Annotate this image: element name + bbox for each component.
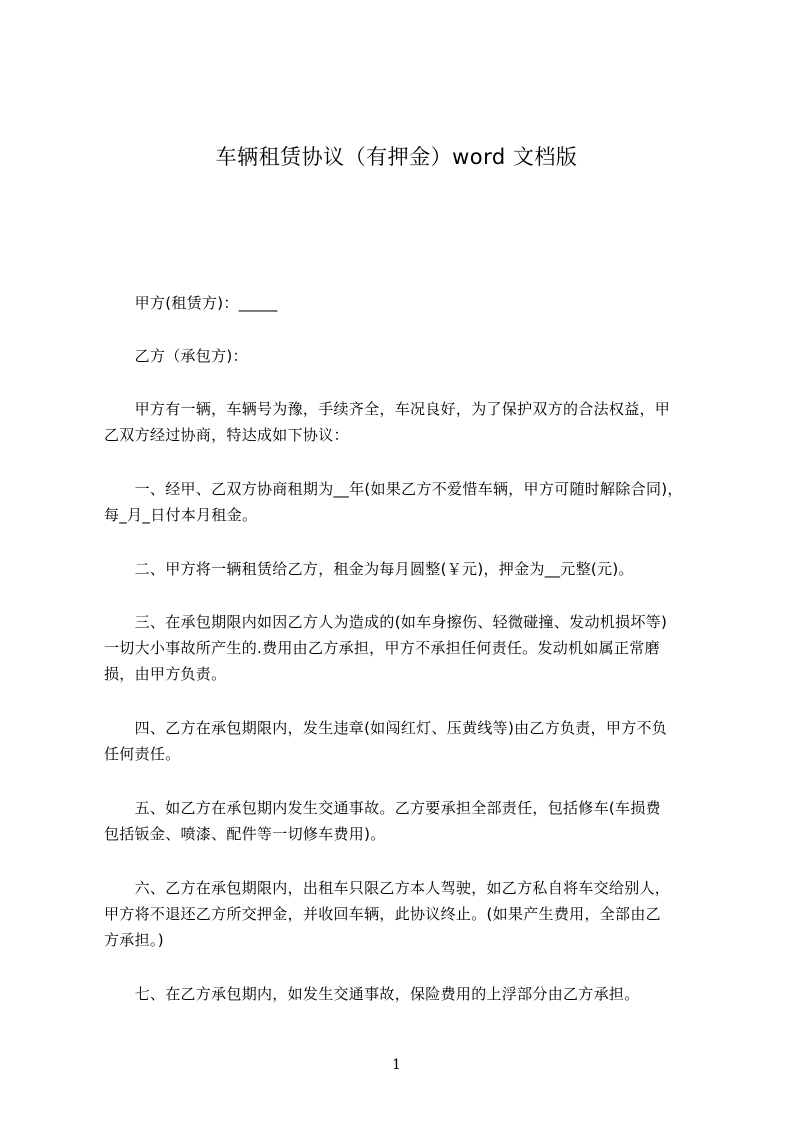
paragraph-line: 七、在乙方承包期内，如发生交通事故，保险费用的上浮部分由乙方承担。 (104, 985, 640, 1003)
paragraph-line: 一切大小事故所产生的.费用由乙方承担，甲方不承担任何责任。发动机如属正常磨 (104, 639, 660, 657)
paragraph-line: 每_月_日付本月租金。 (104, 506, 258, 524)
paragraph-clause-3 (104, 609, 714, 687)
paragraph-clause-4 (104, 715, 714, 767)
paragraph-lessor (104, 290, 714, 316)
paragraph-line: 一、经甲、乙双方协商租期为__年(如果乙方不爱惜车辆，甲方可随时解除合同)， (104, 480, 683, 498)
paragraph-clause-7 (104, 981, 714, 1007)
document-title: 车辆租赁协议（有押金）word 文档版 (215, 145, 578, 169)
paragraph-line: 乙方（承包方)： (104, 347, 248, 365)
paragraph-line: 任何责任。 (104, 745, 181, 763)
paragraph-line: 二、甲方将一辆租赁给乙方，租金为每月圆整(￥元)，押金为__元整(元)。 (104, 560, 634, 578)
paragraph-line: 六、乙方在承包期限内，出租车只限乙方本人驾驶，如乙方私自将车交给别人， (104, 879, 671, 897)
paragraph-clause-5 (104, 795, 714, 847)
paragraph-line: 四、乙方在承包期限内，发生违章(如闯红灯、压黄线等)由乙方负责，甲方不负 (104, 719, 668, 737)
paragraph-line: 方承担。) (104, 931, 164, 949)
paragraph-clause-1 (104, 476, 714, 528)
paragraph-line: 损，由甲方负责。 (104, 665, 227, 683)
paragraph-lessee (104, 343, 714, 369)
paragraph-line: 包括钣金、喷漆、配件等一切修车费用)。 (104, 825, 386, 843)
paragraph-line: 五、如乙方在承包期内发生交通事故。乙方要承担全部责任，包括修车(车损费 (104, 799, 661, 817)
page-number: 1 (392, 1057, 401, 1073)
paragraph-clause-2 (104, 556, 714, 582)
paragraph-line: 甲方有一辆，车辆号为豫，手续齐全，车况良好，为了保护双方的合法权益，甲 (104, 400, 671, 418)
paragraph-line: 甲方(租赁方)：_____ (104, 294, 278, 312)
paragraph-clause-6 (104, 875, 714, 953)
paragraph-intro (104, 396, 714, 448)
paragraph-line: 三、在承包期限内如因乙方人为造成的(如车身擦伤、轻微碰撞、发动机损坏等) (104, 613, 668, 631)
paragraph-line: 甲方将不退还乙方所交押金，并收回车辆，此协议终止。(如果产生费用，全部由乙 (104, 905, 661, 923)
paragraph-line: 乙双方经过协商，特达成如下协议： (104, 426, 349, 444)
